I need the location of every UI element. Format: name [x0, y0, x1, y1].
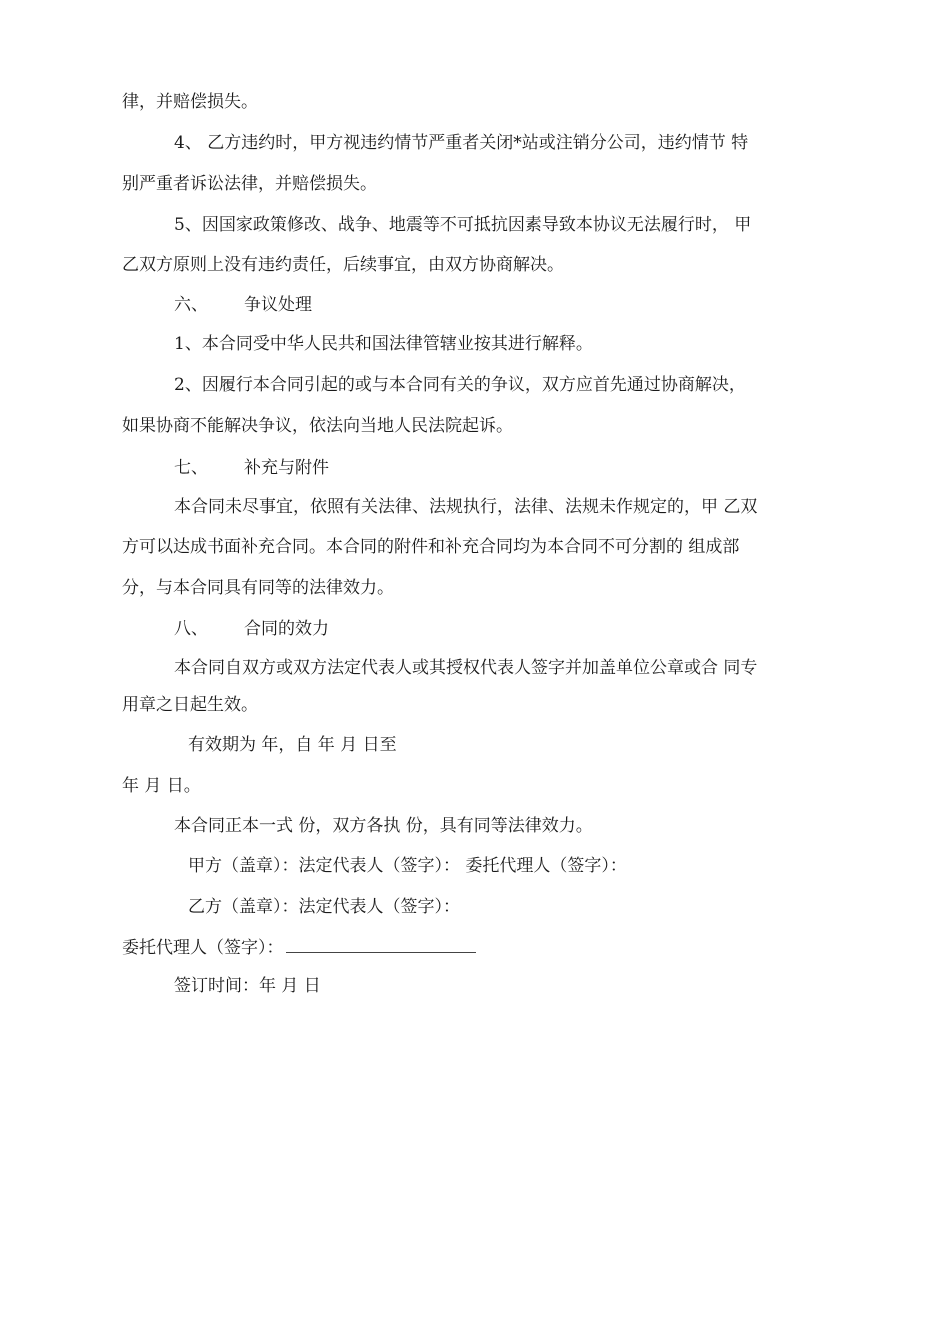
section-title: 争议处理	[244, 295, 312, 315]
paragraph-line: 用章之日起生效。	[122, 695, 258, 715]
section-number: 七、	[174, 458, 208, 478]
agent-signature-label: 委托代理人（签字）：	[122, 938, 284, 958]
paragraph-line: 律，并赔偿损失。	[122, 92, 258, 112]
paragraph-line: 本合同自双方或双方法定代表人或其授权代表人签字并加盖单位公章或合 同专	[174, 658, 758, 678]
paragraph-line: 本合同未尽事宜，依照有关法律、法规执行，法律、法规未作规定的，甲 乙双	[174, 497, 758, 517]
party-a-signature-line: 甲方（盖章）：法定代表人（签字）： 委托代理人（签字）：	[188, 856, 627, 876]
paragraph-line: 5、因国家政策修改、战争、地震等不可抵抗因素导致本协议无法履行时， 甲	[174, 215, 752, 235]
party-b-signature-line: 乙方（盖章）：法定代表人（签字）：	[188, 897, 460, 917]
paragraph-line: 4、 乙方违约时，甲方视违约情节严重者关闭*站或注销分公司，违约情节 特	[174, 133, 749, 153]
paragraph-line: 别严重者诉讼法律，并赔偿损失。	[122, 174, 377, 194]
signature-blank	[286, 936, 476, 953]
paragraph-line: 分，与本合同具有同等的法律效力。	[122, 578, 394, 598]
copies-line: 本合同正本一式 份，双方各执 份，具有同等法律效力。	[174, 816, 593, 836]
section-title: 合同的效力	[244, 619, 329, 639]
paragraph-line: 方可以达成书面补充合同。本合同的附件和补充合同均为本合同不可分割的 组成部	[122, 537, 740, 557]
validity-line: 有效期为 年，自 年 月 日至	[188, 735, 397, 755]
section-title: 补充与附件	[244, 458, 329, 478]
section-heading-7	[174, 457, 329, 479]
section-heading-8	[174, 618, 329, 640]
agent-signature-line	[122, 936, 476, 959]
paragraph-line: 2、因履行本合同引起的或与本合同有关的争议，双方应首先通过协商解决，	[174, 375, 746, 395]
paragraph-line: 1、本合同受中华人民共和国法律管辖业按其进行解释。	[174, 334, 593, 354]
paragraph-line: 如果协商不能解决争议，依法向当地人民法院起诉。	[122, 416, 513, 436]
validity-end-line: 年 月 日。	[122, 776, 201, 796]
paragraph-line: 乙双方原则上没有违约责任，后续事宜，由双方协商解决。	[122, 255, 564, 275]
signing-date-line: 签订时间：年 月 日	[174, 976, 321, 996]
section-heading-6	[174, 294, 312, 316]
section-number: 六、	[174, 295, 208, 315]
section-number: 八、	[174, 619, 208, 639]
